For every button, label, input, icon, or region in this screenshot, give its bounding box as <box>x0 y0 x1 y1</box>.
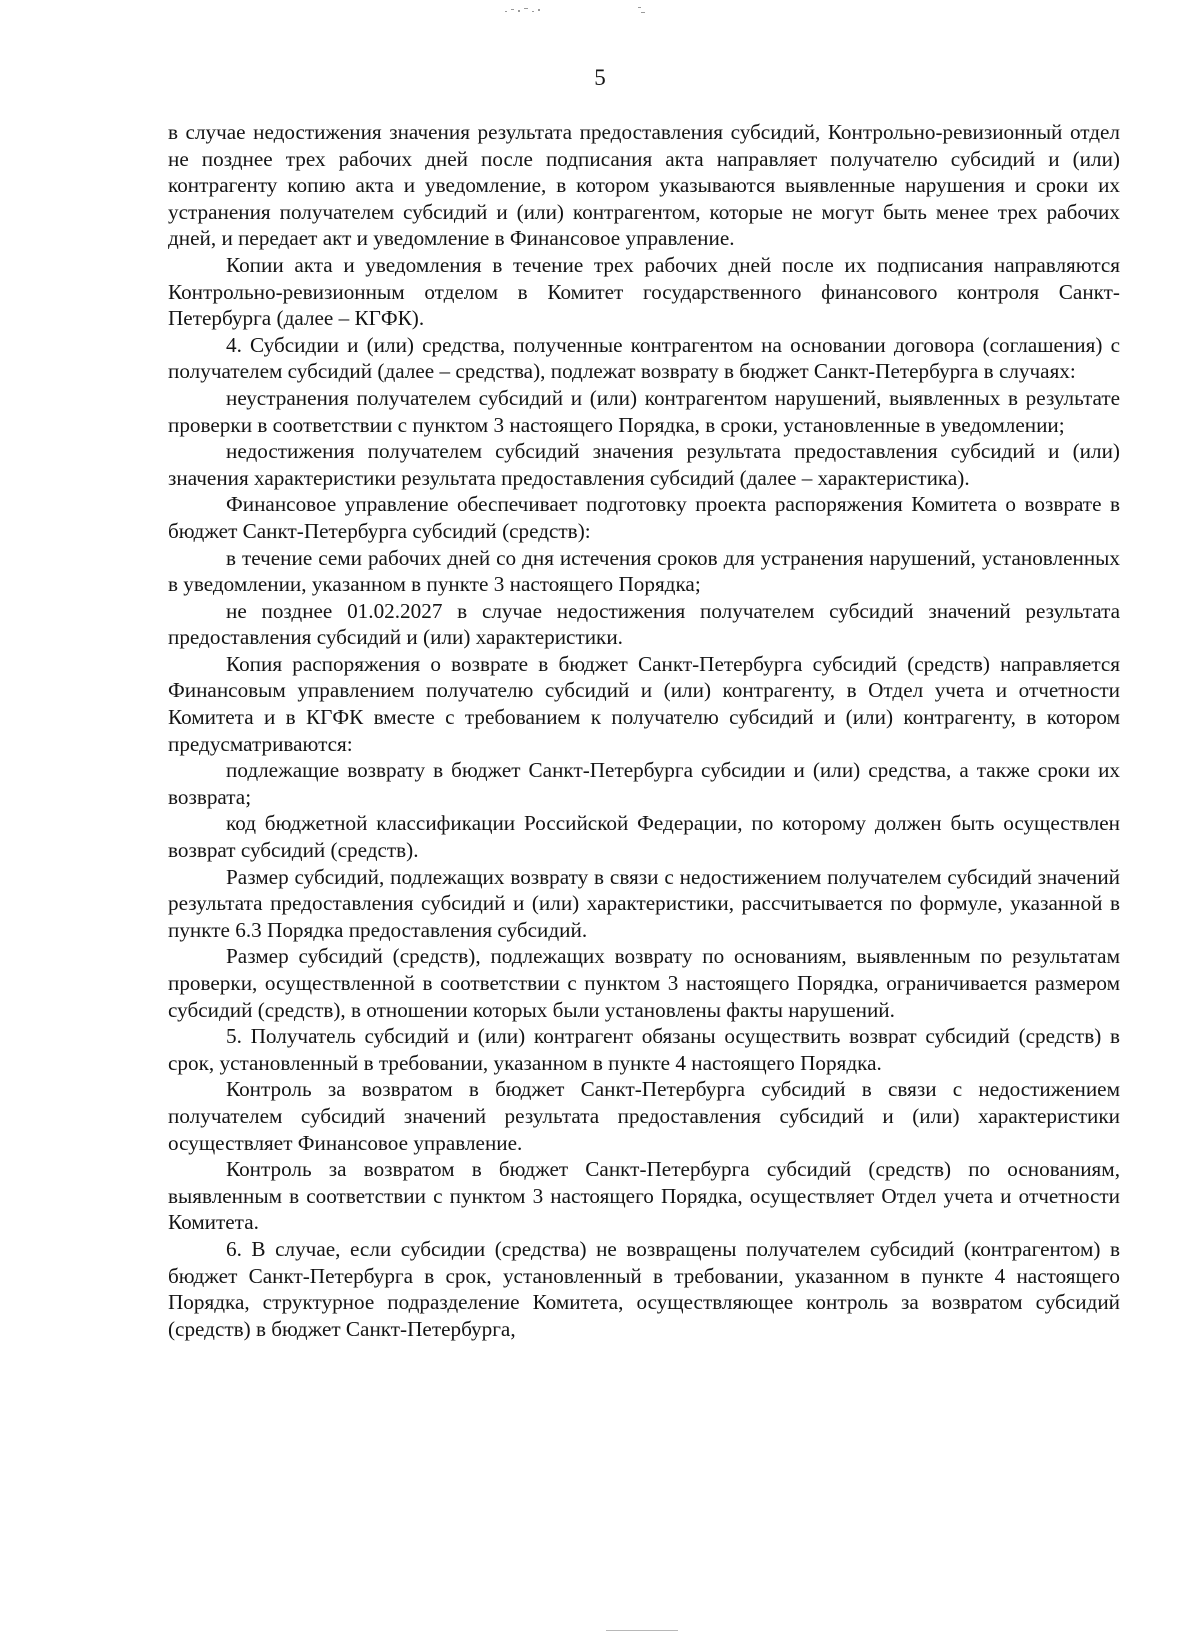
paragraph: 4. Субсидии и (или) средства, полученные контрагентом на основании договора (соглашения) с получателем субсидий (далее – средства), подлежат возврату в бюджет Санкт-Петербурга в случаях: <box>168 332 1120 384</box>
paragraph: Размер субсидий, подлежащих возврату в связи с недостижением получателем субсидий значений результата предоставления субсидий и (или) характеристики, рассчитывается по формуле, указанной в пункте 6.3 Порядка предоставления субсидий. <box>168 864 1120 942</box>
paragraph: код бюджетной классификации Российской Федерации, по которому должен быть осуществлен возврат субсидий (средств). <box>168 811 1120 863</box>
paragraph: Контроль за возвратом в бюджет Санкт-Петербурга субсидий (средств) по основаниям, выявленным в соответствии с пунктом 3 настоящего Порядка, осуществляет Отдел учета и отчетности Комитета. <box>168 1157 1120 1235</box>
page-number: 5 <box>594 65 606 90</box>
paragraph: не позднее 01.02.2027 в случае недостижения получателем субсидий значений результата предоставления субсидий и (или) характеристики. <box>168 598 1120 650</box>
paragraph: в течение семи рабочих дней со дня истечения сроков для устранения нарушений, установленных в уведомлении, указанном в пункте 3 настоящего Порядка; <box>168 545 1120 597</box>
paragraph: недостижения получателем субсидий значения результата предоставления субсидий и (или) значения характеристики результата предоставления субсидий (далее – характеристика). <box>168 439 1120 490</box>
paragraph: Финансовое управление обеспечивает подготовку проекта распоряжения Комитета о возврате в бюджет Санкт-Петербурга субсидий (средств): <box>168 492 1120 543</box>
paragraph: в случае недостижения значения результата предоставления субсидий, Контрольно-ревизионный отдел не позднее трех рабочих дней после подписания акта направляет получателю субсидий и (или) контрагенту копию акта и уведомление, в котором указываются выявленные нарушения и сроки их устранения получателем субсидий и (или) контрагентом, которые не могут быть менее трех рабочих дней, и передает акт и уведомление в Финансовое управление. <box>168 120 1120 251</box>
paragraph: Контроль за возвратом в бюджет Санкт-Петербурга субсидий в связи с недостижением получателем субсидий значений результата предоставления субсидий и (или) характеристики осуществляет Финансовое управление. <box>168 1077 1120 1155</box>
paragraph: подлежащие возврату в бюджет Санкт-Петербурга субсидии и (или) средства, а также сроки их возврата; <box>168 758 1120 809</box>
scan-edge-line <box>606 1630 678 1631</box>
document-body <box>168 119 1120 1342</box>
paragraph: неустранения получателем субсидий и (или) контрагентом нарушений, выявленных в результате проверки в соответствии с пунктом 3 настоящего Порядка, в сроки, установленные в уведомлении; <box>168 385 1120 437</box>
paragraph: 5. Получатель субсидий и (или) контрагент обязаны осуществить возврат субсидий (средств) в срок, установленный в требовании, указанном в пункте 4 настоящего Порядка. <box>168 1024 1120 1075</box>
paragraph: Копии акта и уведомления в течение трех рабочих дней после их подписания направляются Контрольно-ревизионным отделом в Комитет государственного финансового контроля Санкт-Петербурга (далее – КГФК). <box>168 252 1120 331</box>
paragraph: 6. В случае, если субсидии (средства) не возвращены получателем субсидий (контрагентом) в бюджет Санкт-Петербурга в срок, установленный в требовании, указанном в пункте 4 настоящего Порядка, структурное подразделение Комитета, осуществляющее контроль за возвратом субсидий (средств) в бюджет Санкт-Петербурга, <box>168 1236 1120 1341</box>
paragraph: Размер субсидий (средств), подлежащих возврату по основаниям, выявленным по результатам проверки, осуществленной в соответствии с пунктом 3 настоящего Порядка, ограничивается размером субсидий (средств), в отношении которых были установлены факты нарушений. <box>168 944 1120 1022</box>
scan-artifact-marks <box>505 6 685 16</box>
paragraph: Копия распоряжения о возврате в бюджет Санкт-Петербурга субсидий (средств) направляется Финансовым управлением получателю субсидий и (или) контрагенту, в Отдел учета и отчетности Комитета и в КГФК вместе с требованием к получателю субсидий и (или) контрагенту, в котором предусматриваются: <box>168 651 1120 756</box>
